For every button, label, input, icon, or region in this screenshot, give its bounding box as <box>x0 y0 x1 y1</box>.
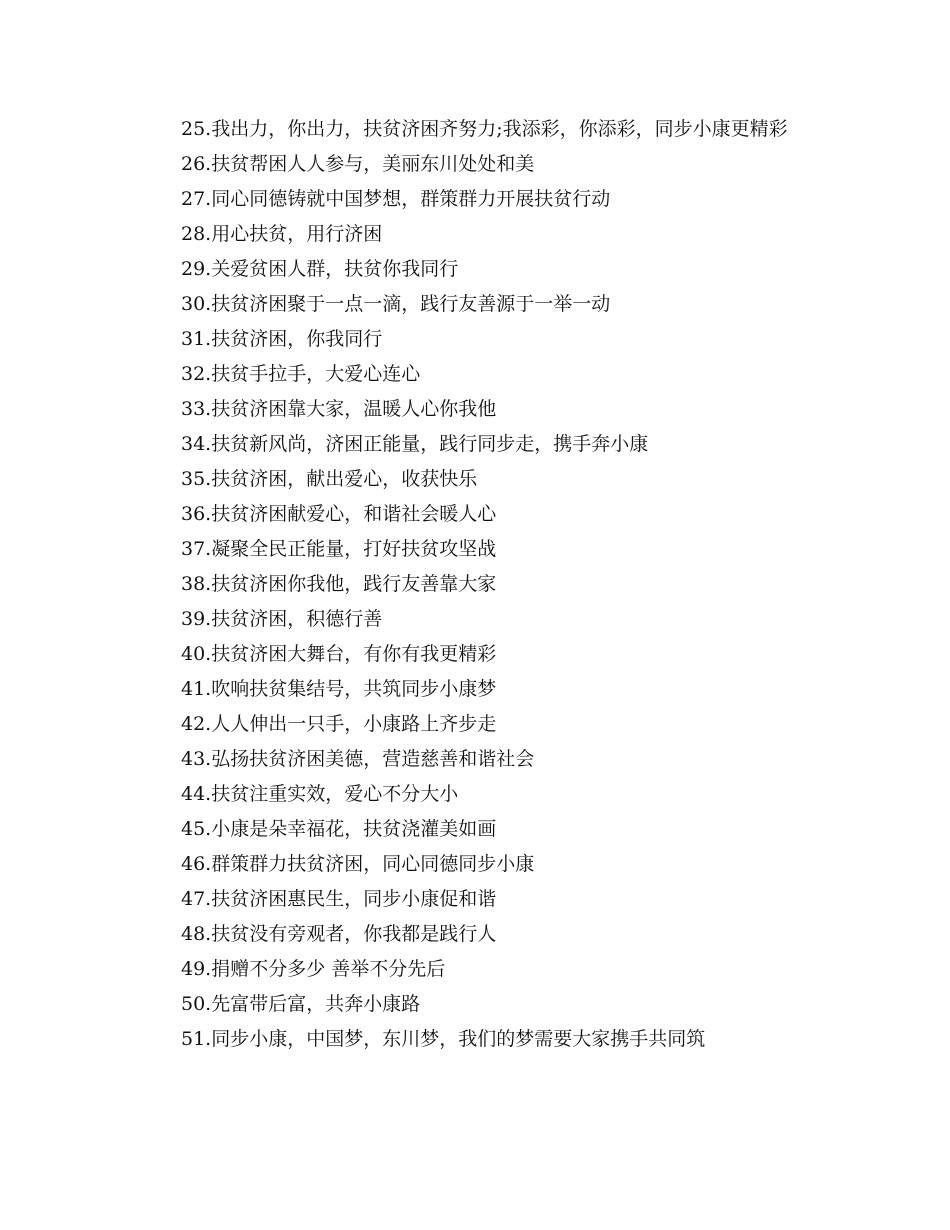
list-item: 50.先富带后富，共奔小康路 <box>181 993 421 1015</box>
list-item: 49.捐赠不分多少 善举不分先后 <box>181 958 446 980</box>
list-item: 28.用心扶贫，用行济困 <box>181 223 383 245</box>
list-item: 27.同心同德铸就中国梦想，群策群力开展扶贫行动 <box>181 188 611 210</box>
slogan-list <box>139 112 819 1057</box>
list-item: 25.我出力，你出力，扶贫济困齐努力;我添彩，你添彩，同步小康更精彩 <box>181 118 788 140</box>
list-item: 36.扶贫济困献爱心，和谐社会暖人心 <box>181 503 497 525</box>
list-item: 48.扶贫没有旁观者，你我都是践行人 <box>181 923 497 945</box>
list-item: 33.扶贫济困靠大家，温暖人心你我他 <box>181 398 497 420</box>
list-item: 29.关爱贫困人群，扶贫你我同行 <box>181 258 459 280</box>
list-item: 41.吹响扶贫集结号，共筑同步小康梦 <box>181 678 497 700</box>
list-item: 35.扶贫济困，献出爱心，收获快乐 <box>181 468 478 490</box>
list-item: 30.扶贫济困聚于一点一滴，践行友善源于一举一动 <box>181 293 611 315</box>
list-item: 42.人人伸出一只手，小康路上齐步走 <box>181 713 497 735</box>
list-item: 44.扶贫注重实效，爱心不分大小 <box>181 783 459 805</box>
list-item: 31.扶贫济困，你我同行 <box>181 328 383 350</box>
list-item: 51.同步小康，中国梦，东川梦，我们的梦需要大家携手共同筑 <box>181 1028 706 1050</box>
list-item: 34.扶贫新风尚，济困正能量，践行同步走，携手奔小康 <box>181 433 649 455</box>
list-item: 46.群策群力扶贫济困，同心同德同步小康 <box>181 853 535 875</box>
list-item: 39.扶贫济困，积德行善 <box>181 608 383 630</box>
list-item: 32.扶贫手拉手，大爱心连心 <box>181 363 421 385</box>
list-item: 38.扶贫济困你我他，践行友善靠大家 <box>181 573 497 595</box>
list-item: 47.扶贫济困惠民生，同步小康促和谐 <box>181 888 497 910</box>
list-item: 43.弘扬扶贫济困美德，营造慈善和谐社会 <box>181 748 535 770</box>
list-item: 37.凝聚全民正能量，打好扶贫攻坚战 <box>181 538 497 560</box>
list-item: 45.小康是朵幸福花，扶贫浇灌美如画 <box>181 818 497 840</box>
list-item: 40.扶贫济困大舞台，有你有我更精彩 <box>181 643 497 665</box>
list-item: 26.扶贫帮困人人参与，美丽东川处处和美 <box>181 153 535 175</box>
